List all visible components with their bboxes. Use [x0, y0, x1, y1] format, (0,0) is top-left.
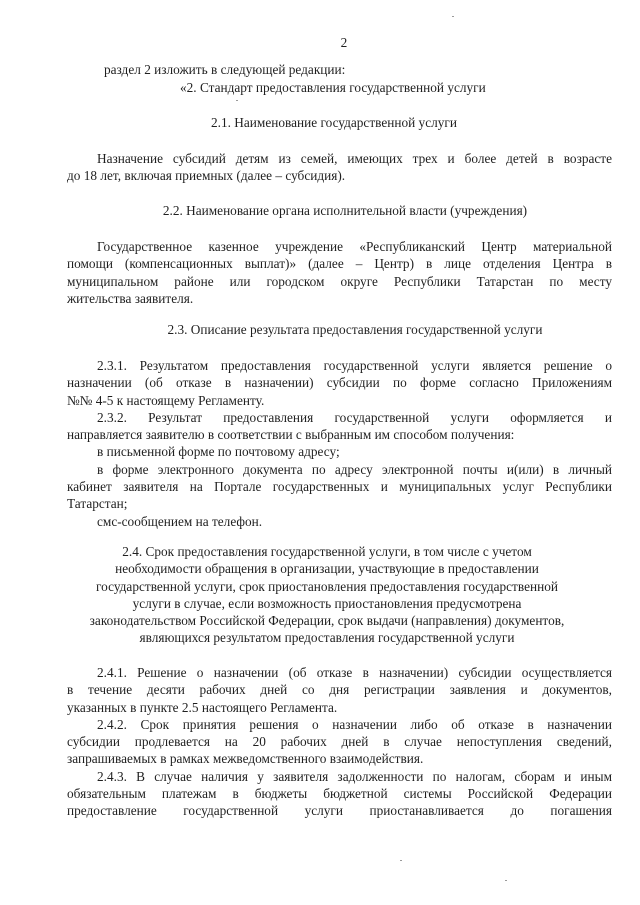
text-line: назначении (об отказе в назначении) субсидии по форме согласно Приложениям [67, 375, 612, 391]
text-line: кабинет заявителя на Портале государственных и муниципальных услуг Республики [67, 479, 612, 495]
heading-line: государственной услуги, срок приостановления предоставления государственной [96, 578, 558, 594]
paragraph-2-4 [67, 664, 612, 820]
heading-line: услуги в случае, если возможность приостановления предусмотрена [132, 595, 522, 611]
text-line: обязательным платежам в бюджеты бюджетной системы Российской Федерации [67, 786, 612, 802]
section-title: «2. Стандарт предоставления государственной услуги [180, 80, 486, 95]
paragraph-2-3 [67, 357, 612, 530]
text-line: муниципальном районе или городском округе Республики Татарстан по месту [67, 273, 612, 289]
text-line: в форме электронного документа по адресу электронной почты и(или) в личный [97, 461, 612, 477]
scan-speck [505, 880, 507, 881]
text-line: помощи (компенсационных выплат)» (далее – Центр) в лице отделения Центра в [67, 256, 612, 272]
paragraph-2-2 [67, 238, 612, 307]
text-line: Назначение субсидий детям из семей, имеющих трех и более детей в возрасте [97, 151, 612, 166]
heading-2-2: 2.2. Наименование органа исполнительной власти (учреждения) [162, 203, 528, 218]
text-line: запрашиваемых в рамках межведомственного взаимодействия. [67, 751, 424, 767]
heading-line: являющихся результатом предоставления государственной услуги [139, 630, 515, 646]
scan-speck [236, 100, 238, 101]
heading-line: необходимости обращения в организации, участвующие в предоставлении [115, 561, 539, 577]
scan-speck [452, 16, 454, 17]
intro-line: раздел 2 изложить в следующей редакции: [104, 62, 346, 77]
text-line: направляется заявителю в соответствии с выбранным им способом получения: [67, 427, 515, 443]
heading-2-3: 2.3. Описание результата предоставления государственной услуги [167, 322, 543, 337]
text-line: в письменной форме по почтовому адресу; [97, 444, 340, 460]
scan-speck [400, 860, 402, 861]
text-line: смс-сообщением на телефон. [97, 513, 263, 529]
page-number: 2 [340, 35, 348, 50]
text-line: 2.3.2. Результат предоставления государственной услуги оформляется и [97, 409, 612, 425]
text-line: Государственное казенное учреждение «Республиканский Центр материальной [97, 239, 612, 254]
text-line: 2.3.1. Результатом предоставления государственной услуги является решение о [97, 358, 612, 373]
text-line: 2.4.2. Срок принятия решения о назначении либо об отказе в назначении [97, 716, 612, 732]
text-line: указанных в пункте 2.5 настоящего Регламента. [67, 699, 338, 715]
paragraph-2-1 [67, 150, 612, 185]
text-line: Татарстан; [67, 496, 128, 512]
text-line: 2.4.1. Решение о назначении (об отказе в назначении) субсидии осуществляется [97, 665, 612, 680]
text-line: №№ 4-5 к настоящему Регламенту. [67, 392, 265, 408]
text-line: жительства заявителя. [67, 290, 194, 306]
text-line: предоставление государственной услуги приостанавливается до погашения [67, 803, 612, 819]
heading-2-1: 2.1. Наименование государственной услуги [211, 115, 457, 130]
text-line: в течение десяти рабочих дней со дня регистрации заявления и документов, [67, 682, 612, 698]
text-line: субсидии продлевается на 20 рабочих дней в случае непоступления сведений, [67, 734, 612, 750]
heading-line: законодательством Российской Федерации, срок выдачи (направления) документов, [89, 613, 565, 629]
heading-line: 2.4. Срок предоставления государственной услуги, в том числе с учетом [122, 544, 532, 559]
text-line: до 18 лет, включая приемных (далее – субсидия). [67, 168, 346, 184]
heading-2-4 [0, 543, 640, 647]
text-line: 2.4.3. В случае наличия у заявителя задолженности по налогам, сборам и иным [97, 768, 612, 784]
